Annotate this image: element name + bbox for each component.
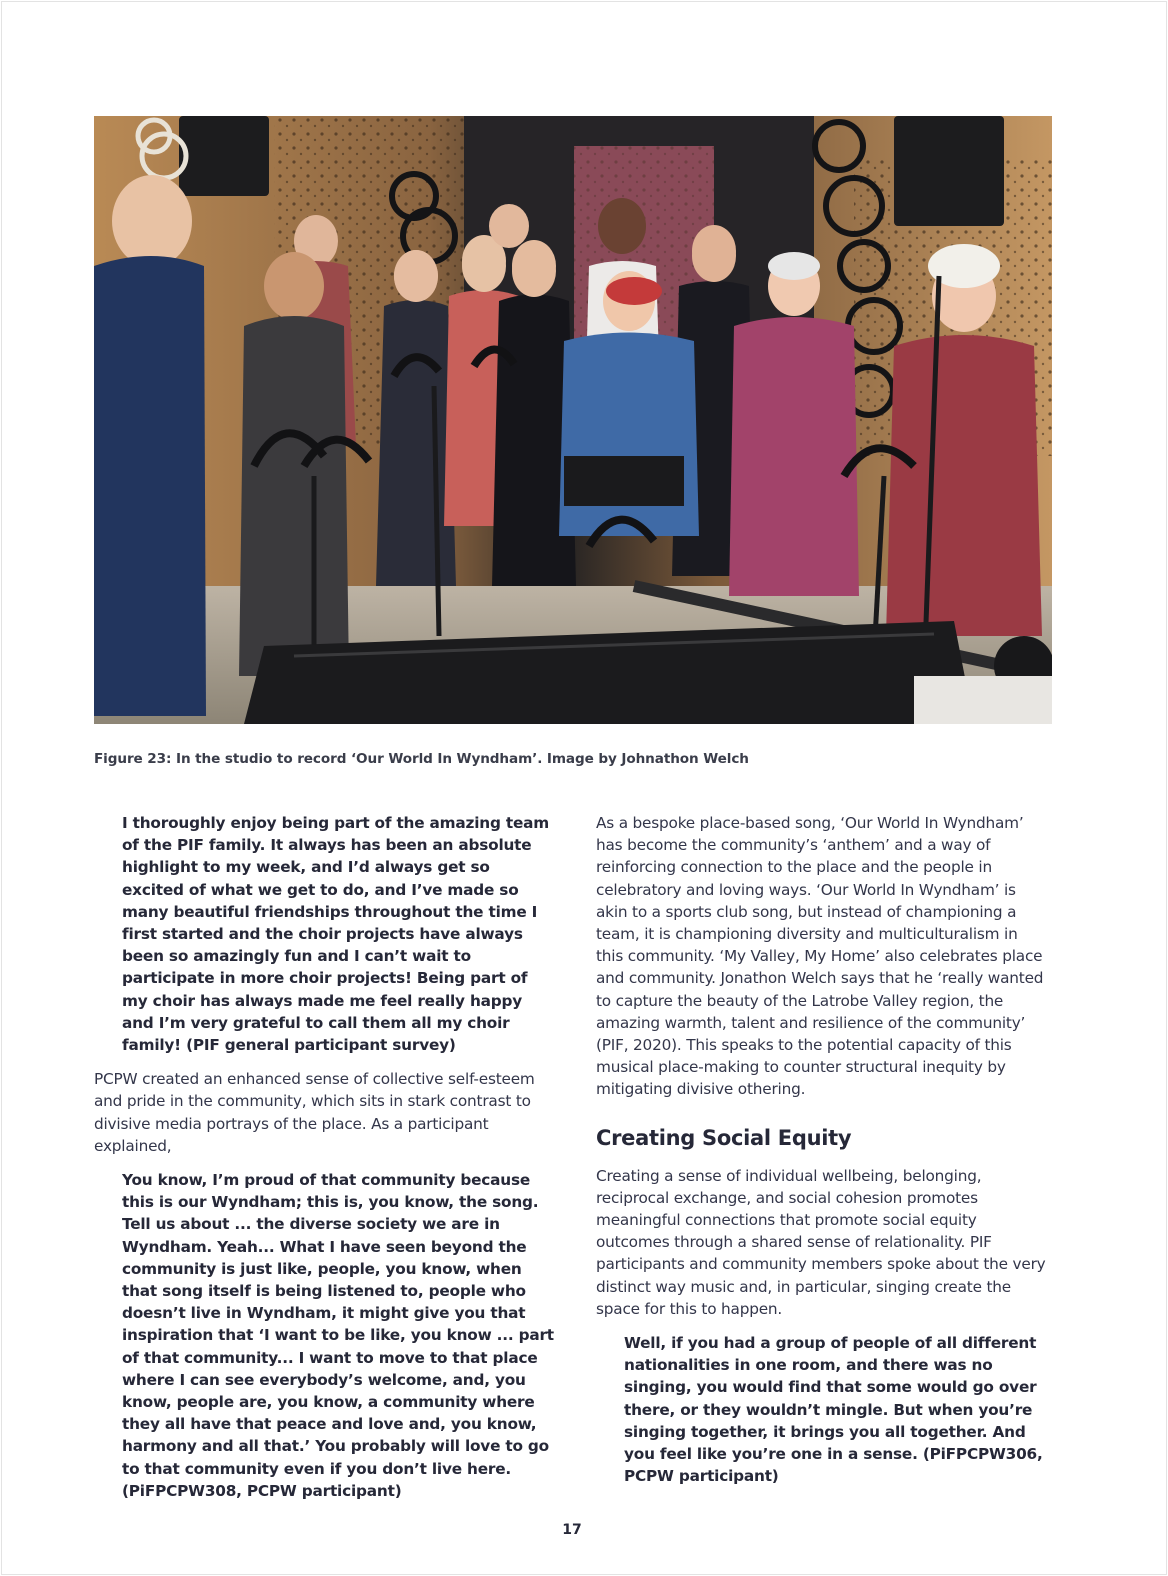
studio-group-photo xyxy=(94,116,1052,724)
figure-caption: Figure 23: In the studio to record ‘Our World In Wyndham’. Image by Johnathon Welch xyxy=(94,751,749,767)
left-column xyxy=(94,812,556,1502)
page-number: 17 xyxy=(562,1522,582,1538)
spacer xyxy=(596,1101,1048,1123)
body-paragraph-pcpw: PCPW created an enhanced sense of collective self-esteem and pride in the community, which sits in stark contrast to divisive media portrays of the place. As a participant explained, xyxy=(94,1070,535,1155)
body-paragraph-anthem: As a bespoke place-based song, ‘Our World In Wyndham’ has become the community’s ‘anthem’ and a way of reinforcing connection to the place and the people in celebratory and loving ways. ‘Our World In Wyndham’ is akin to a sports club song, but instead of championing a team, it is championing diversity and multiculturalism in this community. ‘My Valley, My Home’ also celebrates place and community. Jonathon Welch says that he ‘really wanted to capture the beauty of the Latrobe Valley region, the amazing warmth, talent and resilience of the community’ (PIF, 2020). This speaks to the potential capacity of this musical place-making to counter structural inequity by mitigating divisive othering. xyxy=(596,814,1044,1099)
participant-quote-survey: I thoroughly enjoy being part of the amazing team of the PIF family. It always has been an absolute highlight to my week, and I’d always get so excited of what we get to do, and I’ve made so many beautiful friendships throughout the time I first started and the choir projects have always been so amazingly fun and I can’t wait to participate in more choir projects! Being part of my choir has always made me feel really happy and I’m very grateful to call them all my choir family! (PIF general participant survey) xyxy=(122,814,549,1055)
spacer xyxy=(94,1056,556,1068)
spacer xyxy=(596,1320,1048,1332)
studio-photo-illustration xyxy=(94,116,1052,724)
participant-quote-pifpcpw306: Well, if you had a group of people of all different nationalities in one room, and there was no singing, you would find that some would go over there, or they wouldn’t mingle. But when you’re singing together, it brings you all together. And you feel like you’re one in a sense. (PiFPCPW306, PCPW participant) xyxy=(624,1334,1043,1486)
spacer xyxy=(596,1153,1048,1165)
section-heading: Creating Social Equity xyxy=(596,1125,852,1150)
body-paragraph-social-equity: Creating a sense of individual wellbeing, belonging, reciprocal exchange, and social cohesion promotes meaningful connections that promote social equity outcomes through a shared sense of relationality. PIF participants and community members spoke about the very distinct way music and, in particular, singing create the space for this to happen. xyxy=(596,1166,1046,1318)
spacer xyxy=(94,1157,556,1169)
participant-quote-pifpcpw308: You know, I’m proud of that community because this is our Wyndham; this is, you know, the song. Tell us about ... the diverse society we are in Wyndham. Yeah... What I have seen beyond the community is just like, people, you know, when that song itself is being listened to, people who doesn’t live in Wyndham, it might give you that inspiration that ‘I want to be like, you know ... part of that community... I want to move to that place where I can see everybody’s welcome, and, you know, people are, you know, a community where they all have that peace and love and, you know, harmony and all that.’ You probably will love to go to that community even if you don’t live here. (PiFPCPW308, PCPW participant) xyxy=(122,1171,554,1500)
right-column xyxy=(596,812,1048,1487)
